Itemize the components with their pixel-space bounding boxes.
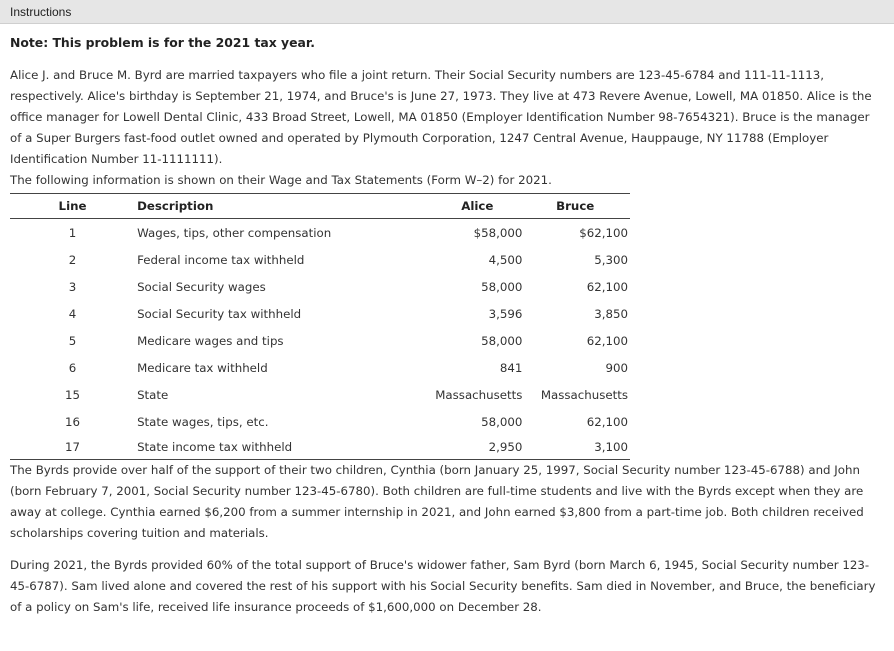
cell-description: Medicare wages and tips — [137, 333, 284, 348]
cell-description: Wages, tips, other compensation — [137, 225, 332, 240]
cell-line: 16 — [65, 414, 81, 429]
table-row — [10, 354, 630, 381]
cell-description: Social Security tax withheld — [137, 306, 302, 321]
w2-table — [10, 193, 630, 460]
table-row — [10, 408, 630, 435]
cell-description: State wages, tips, etc. — [137, 414, 269, 429]
table-row — [10, 327, 630, 354]
cell-line: 3 — [68, 279, 77, 294]
table-row — [10, 219, 630, 247]
cell-bruce: 900 — [605, 360, 628, 375]
children-support-paragraph: The Byrds provide over half of the support of their two children, Cynthia (born January 25, 1997, Social Security number 123-45-6788) and John (born February 7, 2001, Social Security number 123-45-6780). Both children are full-time students and live with the Byrds except when they are away at college. Cynthia earned $6,200 from a summer internship in 2021, and John earned $3,800 from a part-time job. Both children received scholarships covering tuition and materials. — [10, 463, 864, 540]
col-header-bruce: Bruce — [522, 194, 630, 219]
cell-alice: 58,000 — [481, 279, 523, 294]
cell-alice: 58,000 — [481, 414, 523, 429]
cell-line: 1 — [68, 225, 77, 240]
table-row — [10, 435, 630, 460]
cell-bruce: Massachusetts — [540, 387, 628, 402]
cell-alice: 2,950 — [392, 435, 522, 460]
cell-description: Medicare tax withheld — [137, 360, 268, 375]
cell-bruce: 62,100 — [586, 333, 628, 348]
col-header-alice: Alice — [392, 194, 522, 219]
cell-line: 17 — [10, 435, 135, 460]
table-row — [10, 300, 630, 327]
cell-description: State — [137, 387, 169, 402]
cell-alice: Massachusetts — [435, 387, 523, 402]
cell-bruce: 5,300 — [594, 252, 628, 267]
table-row — [10, 273, 630, 300]
cell-bruce: $62,100 — [579, 225, 628, 240]
col-header-description: Description — [135, 194, 392, 219]
cell-line: 4 — [68, 306, 77, 321]
instructions-content — [0, 35, 894, 618]
cell-description: Social Security wages — [137, 279, 266, 294]
w2-intro-paragraph: The following information is shown on their Wage and Tax Statements (Form W–2) for 2021. — [10, 173, 552, 187]
cell-alice: 3,596 — [488, 306, 523, 321]
col-header-line: Line — [10, 194, 135, 219]
cell-bruce: 62,100 — [586, 414, 628, 429]
table-row — [10, 246, 630, 273]
cell-bruce: 62,100 — [586, 279, 628, 294]
father-support-paragraph: During 2021, the Byrds provided 60% of the total support of Bruce's widower father, Sam Byrd (born March 6, 1945, Social Security number 123-45-6787). Sam lived alone and covered the rest of his support with his Social Security benefits. Sam died in November, and Bruce, the beneficiary of a policy on Sam's life, received life insurance proceeds of $1,600,000 on December 28. — [10, 558, 876, 614]
w2-table-body — [10, 219, 630, 460]
instructions-header[interactable] — [0, 0, 894, 24]
table-header-row — [10, 194, 630, 219]
cell-line: 6 — [68, 360, 77, 375]
cell-line: 2 — [68, 252, 77, 267]
cell-alice: 841 — [499, 360, 523, 375]
cell-alice: 58,000 — [481, 333, 523, 348]
cell-description: Federal income tax withheld — [137, 252, 305, 267]
instructions-title: Instructions — [10, 5, 72, 19]
tax-year-note: Note: This problem is for the 2021 tax year. — [10, 35, 315, 50]
cell-description: State income tax withheld — [135, 435, 392, 460]
cell-line: 5 — [68, 333, 77, 348]
cell-alice: 4,500 — [488, 252, 523, 267]
cell-alice: $58,000 — [473, 225, 523, 240]
cell-line: 15 — [65, 387, 81, 402]
table-row — [10, 381, 630, 408]
taxpayer-info-paragraph: Alice J. and Bruce M. Byrd are married taxpayers who file a joint return. Their Social Security numbers are 123-45-6784 and 111-11-1113, respectively. Alice's birthday is September 21, 1974, and Bruce's is June 27, 1973. They live at 473 Revere Avenue, Lowell, MA 01850. Alice is the office manager for Lowell Dental Clinic, 433 Broad Street, Lowell, MA 01850 (Employer Identification Number 98-7654321). Bruce is the manager of a Super Burgers fast-food outlet owned and operated by Plymouth Corporation, 1247 Central Avenue, Hauppauge, NY 11788 (Employer Identification Number 11-1111111). — [10, 68, 872, 166]
cell-bruce: 3,100 — [522, 435, 630, 460]
cell-bruce: 3,850 — [594, 306, 628, 321]
